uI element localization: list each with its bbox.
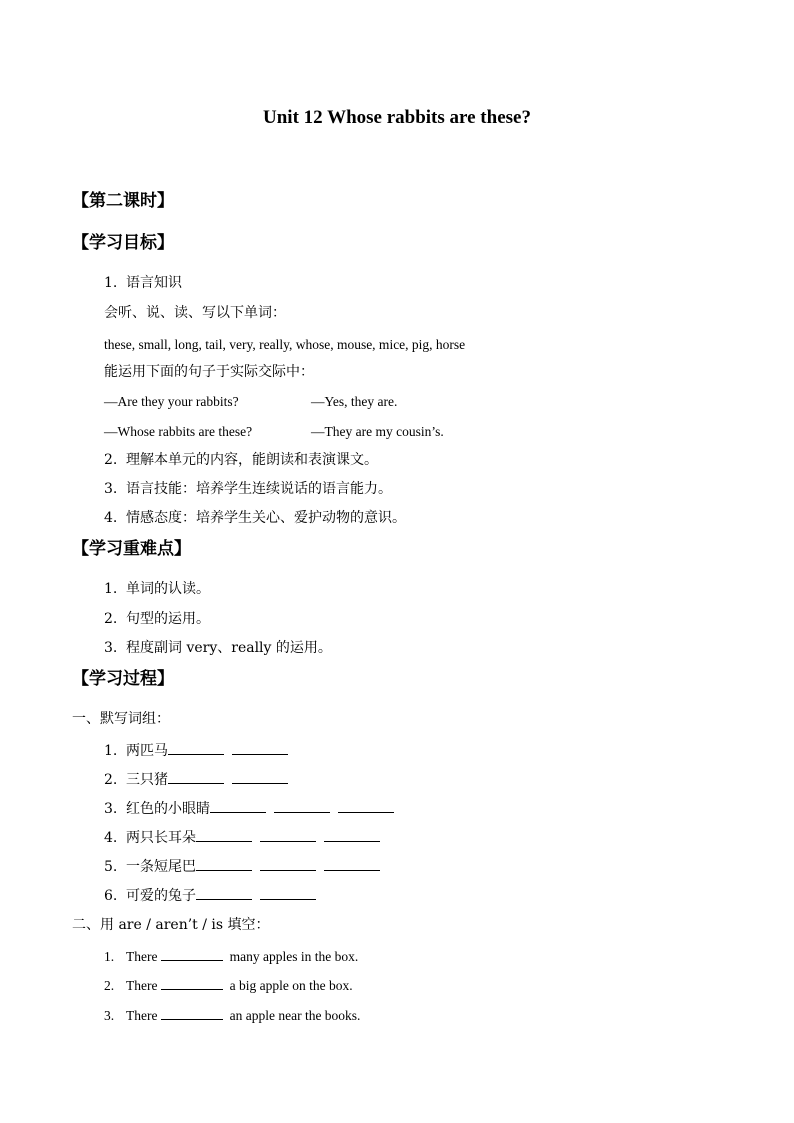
part2-item-2 <box>104 977 353 993</box>
sentences-intro: 能运用下面的句子于实际交际中： <box>104 364 314 380</box>
key-point-2-number: 2. <box>104 611 118 627</box>
dialog-1-answer: —Yes, they are. <box>311 394 398 409</box>
part1-item-6-number: 6. <box>104 888 118 904</box>
answer-blank[interactable] <box>324 829 380 842</box>
goal-item-4-number: 4. <box>104 510 118 526</box>
part2-item-3 <box>104 1007 360 1023</box>
part1-item-6-text: 可爱的兔子 <box>126 888 196 904</box>
part1-item-5-number: 5. <box>104 859 118 875</box>
answer-blank[interactable] <box>168 771 224 784</box>
part2-item-1-number: 1. <box>104 949 115 964</box>
part1-item-6 <box>104 887 316 903</box>
answer-blank[interactable] <box>232 742 288 755</box>
answer-blank[interactable] <box>260 858 316 871</box>
answer-blank[interactable] <box>274 800 330 813</box>
goal-item-2-number: 2. <box>104 452 118 468</box>
answer-blank[interactable] <box>210 800 266 813</box>
answer-blank[interactable] <box>161 948 223 961</box>
part2-item-3-number: 3. <box>104 1008 115 1023</box>
part1-item-2-number: 2. <box>104 772 118 788</box>
heading-lesson: 【第二课时】 <box>72 191 174 211</box>
part1-item-4-text: 两只长耳朵 <box>126 830 196 846</box>
answer-blank[interactable] <box>161 1007 223 1020</box>
dialog-1-question: —Are they your rabbits? <box>104 394 239 409</box>
answer-blank[interactable] <box>260 887 316 900</box>
part1-item-2-text: 三只猪 <box>126 772 168 788</box>
part2-item-3-post: an apple near the books. <box>229 1008 361 1023</box>
part1-heading: 一、默写词组： <box>72 711 170 727</box>
heading-process: 【学习过程】 <box>72 669 174 689</box>
key-point-2-text: 句型的运用。 <box>126 611 210 627</box>
goal-item-4 <box>104 511 406 525</box>
words-list: these, small, long, tail, very, really, whose, mouse, mice, pig, horse <box>104 337 466 352</box>
key-point-3 <box>104 641 332 655</box>
part2-item-1-post: many apples in the box. <box>229 949 359 964</box>
answer-blank[interactable] <box>260 829 316 842</box>
answer-blank[interactable] <box>196 829 252 842</box>
answer-blank[interactable] <box>338 800 394 813</box>
document-title: Unit 12 Whose rabbits are these? <box>263 107 531 128</box>
answer-blank[interactable] <box>324 858 380 871</box>
part2-item-1 <box>104 948 358 964</box>
answer-blank[interactable] <box>232 771 288 784</box>
key-point-3-text: 程度副词 very、really 的运用。 <box>126 640 332 656</box>
part1-item-4 <box>104 829 380 845</box>
part1-item-1 <box>104 742 288 758</box>
part1-item-2 <box>104 771 288 787</box>
answer-blank[interactable] <box>161 977 223 990</box>
part2-item-3-pre: There <box>126 1008 158 1023</box>
key-point-1 <box>104 582 210 596</box>
key-point-2 <box>104 612 210 626</box>
key-point-1-text: 单词的认读。 <box>126 581 210 597</box>
answer-blank[interactable] <box>196 887 252 900</box>
part2-item-2-number: 2. <box>104 978 115 993</box>
part1-item-3-number: 3. <box>104 801 118 817</box>
goal-item-2 <box>104 453 378 467</box>
part1-item-3 <box>104 800 394 816</box>
goal-item-4-text: 情感态度：培养学生关心、爱护动物的意识。 <box>126 510 406 526</box>
part1-item-1-text: 两匹马 <box>126 743 168 759</box>
goal-item-1-text: 语言知识 <box>126 275 182 291</box>
part2-heading: 二、用 are / aren’t / is 填空： <box>72 917 270 933</box>
goal-item-2-text: 理解本单元的内容，能朗读和表演课文。 <box>126 452 378 468</box>
part2-item-2-post: a big apple on the box. <box>229 978 353 993</box>
part1-item-5 <box>104 858 380 874</box>
part2-item-2-pre: There <box>126 978 158 993</box>
part2-item-1-pre: There <box>126 949 158 964</box>
heading-goals: 【学习目标】 <box>72 233 174 253</box>
goal-item-3-text: 语言技能：培养学生连续说话的语言能力。 <box>126 481 392 497</box>
dialog-2-answer: —They are my cousin’s. <box>311 424 444 439</box>
words-intro: 会听、说、读、写以下单词： <box>104 305 286 321</box>
key-point-1-number: 1. <box>104 581 118 597</box>
goal-item-3 <box>104 482 392 496</box>
answer-blank[interactable] <box>168 742 224 755</box>
goal-item-3-number: 3. <box>104 481 118 497</box>
dialog-2-question: —Whose rabbits are these? <box>104 424 253 439</box>
goal-item-1 <box>104 276 182 290</box>
goal-item-1-number: 1. <box>104 275 118 291</box>
part1-item-3-text: 红色的小眼睛 <box>126 801 210 817</box>
part1-item-4-number: 4. <box>104 830 118 846</box>
key-point-3-number: 3. <box>104 640 118 656</box>
heading-key-points: 【学习重难点】 <box>72 539 191 559</box>
part1-item-1-number: 1. <box>104 743 118 759</box>
part1-item-5-text: 一条短尾巴 <box>126 859 196 875</box>
answer-blank[interactable] <box>196 858 252 871</box>
